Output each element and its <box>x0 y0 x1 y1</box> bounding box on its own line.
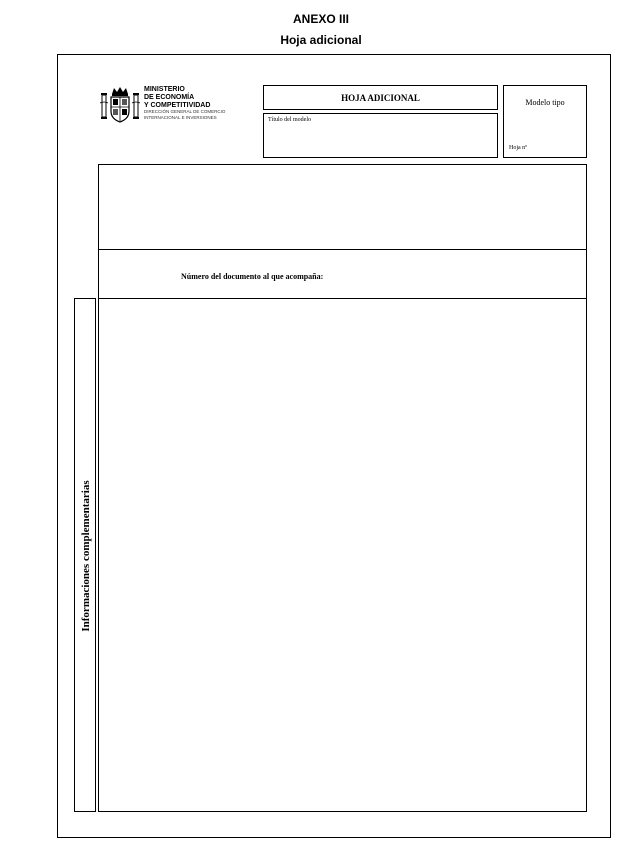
ministry-name-line-3: Y COMPETITIVIDAD <box>144 102 211 109</box>
form-title-box: HOJA ADICIONAL <box>263 85 498 110</box>
sheet-number-label: Hoja nº <box>509 145 528 151</box>
model-title-label: Título del modelo <box>268 117 311 123</box>
ministry-name-line-2: DE ECONOMÍA <box>144 94 195 101</box>
document-number-label: Número del documento al que acompaña: <box>181 272 324 281</box>
ministry-name-line-1: MINISTERIO <box>144 86 185 93</box>
model-type-box[interactable] <box>503 85 587 158</box>
coat-of-arms-icon <box>100 85 140 125</box>
directorate-line-1: DIRECCIÓN GENERAL DE COMERCIO <box>144 109 226 114</box>
document-number-field[interactable] <box>98 249 587 299</box>
additional-info-area[interactable] <box>98 298 587 812</box>
directorate-line-2: INTERNACIONAL E INVERSIONES <box>144 114 217 120</box>
model-title-field[interactable] <box>263 113 498 158</box>
annex-subtitle: Hoja adicional <box>280 33 362 47</box>
model-type-label: Modelo tipo <box>525 98 565 107</box>
side-label-box <box>74 298 96 812</box>
annex-heading: ANEXO III <box>292 12 349 26</box>
blank-entry-area[interactable] <box>98 164 587 250</box>
ministry-logo <box>100 85 260 125</box>
additional-info-label: Informaciones complementarias <box>80 480 92 632</box>
